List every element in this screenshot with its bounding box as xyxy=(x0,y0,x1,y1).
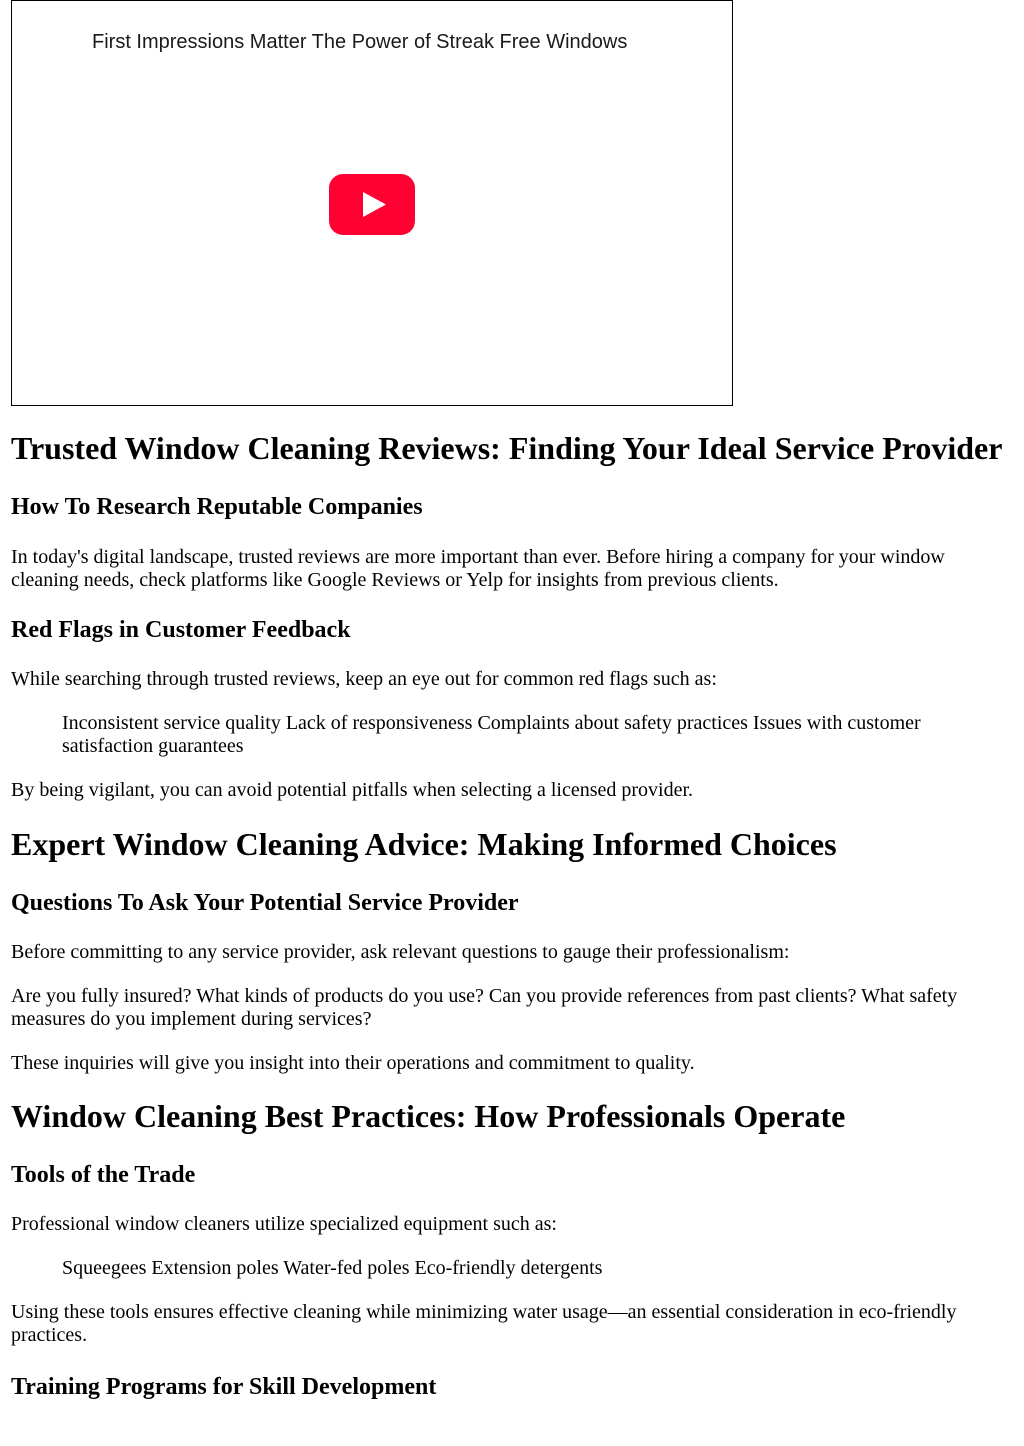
section-heading-advice: Expert Window Cleaning Advice: Making Informed Choices xyxy=(11,826,837,862)
section-heading-best-practices: Window Cleaning Best Practices: How Professionals Operate xyxy=(11,1098,846,1134)
paragraph-research: In today's digital landscape, trusted reviews are more important than ever. Before hiring a company for your window cleaning needs, check platforms like Google Reviews or Yelp for insights from previous clients. xyxy=(11,546,945,591)
play-icon xyxy=(329,174,415,235)
red-flags-list: Inconsistent service quality Lack of responsiveness Complaints about safety practices Issues with customer satisfaction guarantees xyxy=(62,712,921,757)
subheading-questions: Questions To Ask Your Potential Service Provider xyxy=(11,890,519,916)
subheading-tools: Tools of the Trade xyxy=(11,1162,196,1188)
tools-list: Squeegees Extension poles Water-fed poles Eco-friendly detergents xyxy=(62,1257,603,1279)
paragraph-red-flags-outro: By being vigilant, you can avoid potential pitfalls when selecting a licensed provider. xyxy=(11,779,694,801)
paragraph-questions-list: Are you fully insured? What kinds of products do you use? Can you provide references from past clients? What safety measures do you implement during services? xyxy=(11,985,958,1030)
section-heading-reviews: Trusted Window Cleaning Reviews: Finding Your Ideal Service Provider xyxy=(11,430,1003,466)
paragraph-questions-intro: Before committing to any service provider, ask relevant questions to gauge their professionalism: xyxy=(11,941,790,963)
play-button[interactable] xyxy=(329,174,415,235)
video-title[interactable]: First Impressions Matter The Power of Streak Free Windows xyxy=(92,31,628,53)
video-embed[interactable] xyxy=(11,0,733,406)
subheading-training: Training Programs for Skill Development xyxy=(11,1374,437,1400)
paragraph-questions-outro: These inquiries will give you insight into their operations and commitment to quality. xyxy=(11,1052,695,1074)
subheading-red-flags: Red Flags in Customer Feedback xyxy=(11,617,351,643)
paragraph-tools-outro: Using these tools ensures effective cleaning while minimizing water usage—an essential consideration in eco-friendly practices. xyxy=(11,1301,957,1346)
subheading-research: How To Research Reputable Companies xyxy=(11,494,423,520)
paragraph-red-flags-intro: While searching through trusted reviews, keep an eye out for common red flags such as: xyxy=(11,668,717,690)
paragraph-tools-intro: Professional window cleaners utilize specialized equipment such as: xyxy=(11,1213,557,1235)
